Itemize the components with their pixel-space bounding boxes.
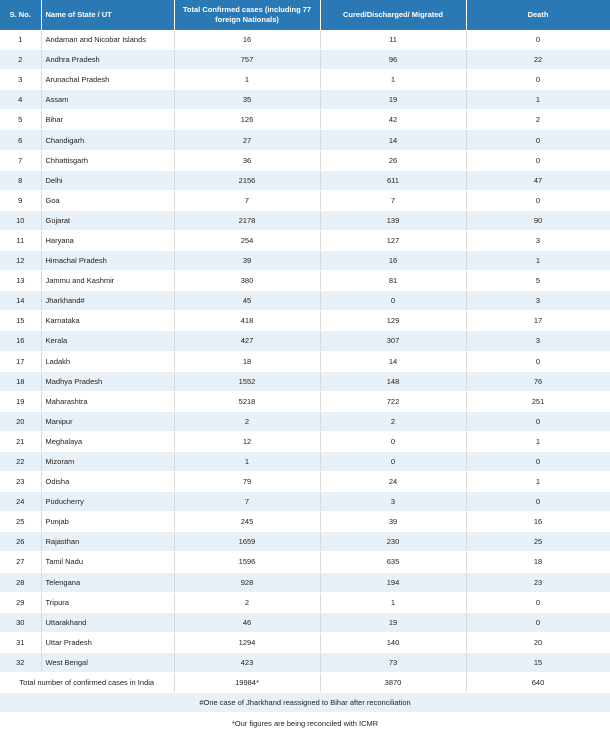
- cell-death: 1: [466, 431, 610, 451]
- cell-cured: 7: [320, 190, 466, 210]
- table-body: [0, 30, 610, 673]
- cell-sno: 23: [0, 472, 41, 492]
- cell-sno: 6: [0, 130, 41, 150]
- cell-cured: 611: [320, 170, 466, 190]
- cell-sno: 18: [0, 371, 41, 391]
- cell-death: 3: [466, 230, 610, 250]
- cell-confirmed: 254: [174, 230, 320, 250]
- cell-confirmed: 18: [174, 351, 320, 371]
- table-row: [0, 30, 610, 50]
- cell-state-name: Arunachal Pradesh: [41, 70, 174, 90]
- cell-state-name: Tripura: [41, 592, 174, 612]
- cell-state-name: Gujarat: [41, 210, 174, 230]
- cell-state-name: Chhattisgarh: [41, 150, 174, 170]
- table-row: [0, 110, 610, 130]
- cell-state-name: West Bengal: [41, 652, 174, 672]
- cell-cured: 19: [320, 612, 466, 632]
- table-row: [0, 311, 610, 331]
- cell-cured: 0: [320, 451, 466, 471]
- cell-confirmed: 16: [174, 30, 320, 50]
- table-row: [0, 130, 610, 150]
- cell-state-name: Ladakh: [41, 351, 174, 371]
- cell-state-name: Kerala: [41, 331, 174, 351]
- cell-state-name: Odisha: [41, 472, 174, 492]
- cell-cured: 1: [320, 70, 466, 90]
- table-row: [0, 592, 610, 612]
- cell-death: 5: [466, 271, 610, 291]
- footnote-row: [0, 713, 610, 734]
- total-row: [0, 673, 610, 693]
- cell-confirmed: 35: [174, 90, 320, 110]
- cell-state-name: Uttarakhand: [41, 612, 174, 632]
- cell-death: 76: [466, 371, 610, 391]
- cell-death: 25: [466, 532, 610, 552]
- cell-confirmed: 5218: [174, 391, 320, 411]
- cell-sno: 17: [0, 351, 41, 371]
- table-row: [0, 652, 610, 672]
- table-row: [0, 251, 610, 271]
- cell-confirmed: 423: [174, 652, 320, 672]
- cell-sno: 10: [0, 210, 41, 230]
- cell-death: 90: [466, 210, 610, 230]
- cell-confirmed: 1294: [174, 632, 320, 652]
- cell-sno: 11: [0, 230, 41, 250]
- cell-cured: 81: [320, 271, 466, 291]
- cell-state-name: Delhi: [41, 170, 174, 190]
- cell-sno: 26: [0, 532, 41, 552]
- cell-death: 0: [466, 451, 610, 471]
- table-row: [0, 90, 610, 110]
- table-row: [0, 512, 610, 532]
- cell-sno: 20: [0, 411, 41, 431]
- table-row: [0, 451, 610, 471]
- footnote-jharkhand: #One case of Jharkhand reassigned to Bihar after reconciliation: [0, 693, 610, 713]
- cell-confirmed: 126: [174, 110, 320, 130]
- cell-sno: 25: [0, 512, 41, 532]
- cell-state-name: Andhra Pradesh: [41, 50, 174, 70]
- table-row: [0, 210, 610, 230]
- cell-sno: 19: [0, 391, 41, 411]
- cell-confirmed: 1: [174, 70, 320, 90]
- cell-sno: 30: [0, 612, 41, 632]
- cell-sno: 14: [0, 291, 41, 311]
- cell-cured: 635: [320, 552, 466, 572]
- table-row: [0, 532, 610, 552]
- cell-sno: 4: [0, 90, 41, 110]
- cell-state-name: Manipur: [41, 411, 174, 431]
- table-row: [0, 411, 610, 431]
- cell-state-name: Puducherry: [41, 492, 174, 512]
- cell-state-name: Jharkhand#: [41, 291, 174, 311]
- cell-cured: 3: [320, 492, 466, 512]
- cell-death: 0: [466, 612, 610, 632]
- cell-confirmed: 36: [174, 150, 320, 170]
- cell-death: 1: [466, 472, 610, 492]
- cell-cured: 1: [320, 592, 466, 612]
- footnote-row: [0, 693, 610, 713]
- table-row: [0, 492, 610, 512]
- table-row: [0, 351, 610, 371]
- cell-death: 47: [466, 170, 610, 190]
- table-row: [0, 230, 610, 250]
- table-row: [0, 371, 610, 391]
- cell-state-name: Chandigarh: [41, 130, 174, 150]
- table-row: [0, 190, 610, 210]
- cell-death: 18: [466, 552, 610, 572]
- cell-cured: 0: [320, 291, 466, 311]
- total-confirmed: 19984*: [174, 673, 320, 693]
- cell-cured: 722: [320, 391, 466, 411]
- cell-sno: 29: [0, 592, 41, 612]
- cell-state-name: Himachal Pradesh: [41, 251, 174, 271]
- cell-state-name: Jammu and Kashmir: [41, 271, 174, 291]
- cell-death: 1: [466, 251, 610, 271]
- cell-cured: 39: [320, 512, 466, 532]
- cell-state-name: Karnataka: [41, 311, 174, 331]
- cell-confirmed: 7: [174, 190, 320, 210]
- cell-death: 15: [466, 652, 610, 672]
- header-cured: Cured/Discharged/ Migrated: [320, 0, 466, 30]
- cell-death: 1: [466, 90, 610, 110]
- header-confirmed: Total Confirmed cases (including 77 foreign Nationals): [174, 0, 320, 30]
- cell-cured: 2: [320, 411, 466, 431]
- table-row: [0, 150, 610, 170]
- cell-sno: 16: [0, 331, 41, 351]
- cell-sno: 3: [0, 70, 41, 90]
- cell-confirmed: 39: [174, 251, 320, 271]
- cell-cured: 42: [320, 110, 466, 130]
- cell-death: 2: [466, 110, 610, 130]
- cell-state-name: Andaman and Nicobar Islands: [41, 30, 174, 50]
- cell-death: 3: [466, 331, 610, 351]
- cell-state-name: Mizoram: [41, 451, 174, 471]
- total-cured: 3870: [320, 673, 466, 693]
- cell-cured: 26: [320, 150, 466, 170]
- cell-death: 0: [466, 130, 610, 150]
- cell-sno: 2: [0, 50, 41, 70]
- table-row: [0, 552, 610, 572]
- cell-confirmed: 1596: [174, 552, 320, 572]
- cell-state-name: Goa: [41, 190, 174, 210]
- table-row: [0, 632, 610, 652]
- cell-cured: 11: [320, 30, 466, 50]
- cell-death: 0: [466, 30, 610, 50]
- cell-sno: 28: [0, 572, 41, 592]
- cell-sno: 21: [0, 431, 41, 451]
- cell-death: 16: [466, 512, 610, 532]
- cell-cured: 148: [320, 371, 466, 391]
- cell-confirmed: 12: [174, 431, 320, 451]
- cell-death: 251: [466, 391, 610, 411]
- cell-cured: 16: [320, 251, 466, 271]
- cell-cured: 14: [320, 351, 466, 371]
- header-state-name: Name of State / UT: [41, 0, 174, 30]
- table-row: [0, 50, 610, 70]
- cell-confirmed: 427: [174, 331, 320, 351]
- cell-death: 0: [466, 190, 610, 210]
- cell-sno: 32: [0, 652, 41, 672]
- cell-confirmed: 27: [174, 130, 320, 150]
- cell-state-name: Haryana: [41, 230, 174, 250]
- header-sno: S. No.: [0, 0, 41, 30]
- table-row: [0, 271, 610, 291]
- table-row: [0, 431, 610, 451]
- table-row: [0, 472, 610, 492]
- cell-sno: 5: [0, 110, 41, 130]
- cell-state-name: Tamil Nadu: [41, 552, 174, 572]
- cell-cured: 14: [320, 130, 466, 150]
- cell-cured: 24: [320, 472, 466, 492]
- cell-death: 3: [466, 291, 610, 311]
- cell-cured: 127: [320, 230, 466, 250]
- total-death: 640: [466, 673, 610, 693]
- cell-confirmed: 418: [174, 311, 320, 331]
- cell-death: 23: [466, 572, 610, 592]
- cell-confirmed: 245: [174, 512, 320, 532]
- cell-confirmed: 46: [174, 612, 320, 632]
- cell-death: 0: [466, 492, 610, 512]
- cell-death: 22: [466, 50, 610, 70]
- cell-cured: 140: [320, 632, 466, 652]
- cell-cured: 73: [320, 652, 466, 672]
- cell-state-name: Telengana: [41, 572, 174, 592]
- cell-confirmed: 2: [174, 411, 320, 431]
- cell-death: 0: [466, 150, 610, 170]
- cell-confirmed: 2: [174, 592, 320, 612]
- cell-confirmed: 7: [174, 492, 320, 512]
- cell-state-name: Meghalaya: [41, 431, 174, 451]
- cell-death: 17: [466, 311, 610, 331]
- table-row: [0, 291, 610, 311]
- cell-sno: 31: [0, 632, 41, 652]
- header-death: Death: [466, 0, 610, 30]
- cell-confirmed: 928: [174, 572, 320, 592]
- total-label: Total number of confirmed cases in India: [0, 673, 174, 693]
- cell-confirmed: 45: [174, 291, 320, 311]
- cell-sno: 12: [0, 251, 41, 271]
- cell-sno: 1: [0, 30, 41, 50]
- table-row: [0, 391, 610, 411]
- cell-cured: 139: [320, 210, 466, 230]
- cell-sno: 13: [0, 271, 41, 291]
- cell-state-name: Uttar Pradesh: [41, 632, 174, 652]
- cell-sno: 24: [0, 492, 41, 512]
- cell-confirmed: 79: [174, 472, 320, 492]
- cell-sno: 8: [0, 170, 41, 190]
- cell-cured: 0: [320, 431, 466, 451]
- cell-state-name: Madhya Pradesh: [41, 371, 174, 391]
- cell-sno: 15: [0, 311, 41, 331]
- cell-cured: 129: [320, 311, 466, 331]
- cell-death: 0: [466, 411, 610, 431]
- table-row: [0, 70, 610, 90]
- cell-cured: 96: [320, 50, 466, 70]
- header-row: [0, 0, 610, 30]
- table-row: [0, 612, 610, 632]
- cell-sno: 22: [0, 451, 41, 471]
- table-row: [0, 572, 610, 592]
- cell-confirmed: 1: [174, 451, 320, 471]
- cell-death: 0: [466, 592, 610, 612]
- cell-cured: 194: [320, 572, 466, 592]
- cell-confirmed: 2156: [174, 170, 320, 190]
- table-row: [0, 331, 610, 351]
- cell-confirmed: 2178: [174, 210, 320, 230]
- cell-cured: 19: [320, 90, 466, 110]
- cell-cured: 307: [320, 331, 466, 351]
- cell-sno: 27: [0, 552, 41, 572]
- cell-state-name: Assam: [41, 90, 174, 110]
- cell-sno: 7: [0, 150, 41, 170]
- cell-state-name: Bihar: [41, 110, 174, 130]
- cell-confirmed: 1552: [174, 371, 320, 391]
- table-row: [0, 170, 610, 190]
- cell-sno: 9: [0, 190, 41, 210]
- cell-death: 20: [466, 632, 610, 652]
- footnote-icmr: *Our figures are being reconciled with ICMR: [0, 713, 610, 734]
- cell-confirmed: 380: [174, 271, 320, 291]
- cell-confirmed: 757: [174, 50, 320, 70]
- cell-death: 0: [466, 351, 610, 371]
- cell-state-name: Maharashtra: [41, 391, 174, 411]
- cell-state-name: Rajasthan: [41, 532, 174, 552]
- cell-confirmed: 1659: [174, 532, 320, 552]
- cell-state-name: Punjab: [41, 512, 174, 532]
- cell-death: 0: [466, 70, 610, 90]
- cell-cured: 230: [320, 532, 466, 552]
